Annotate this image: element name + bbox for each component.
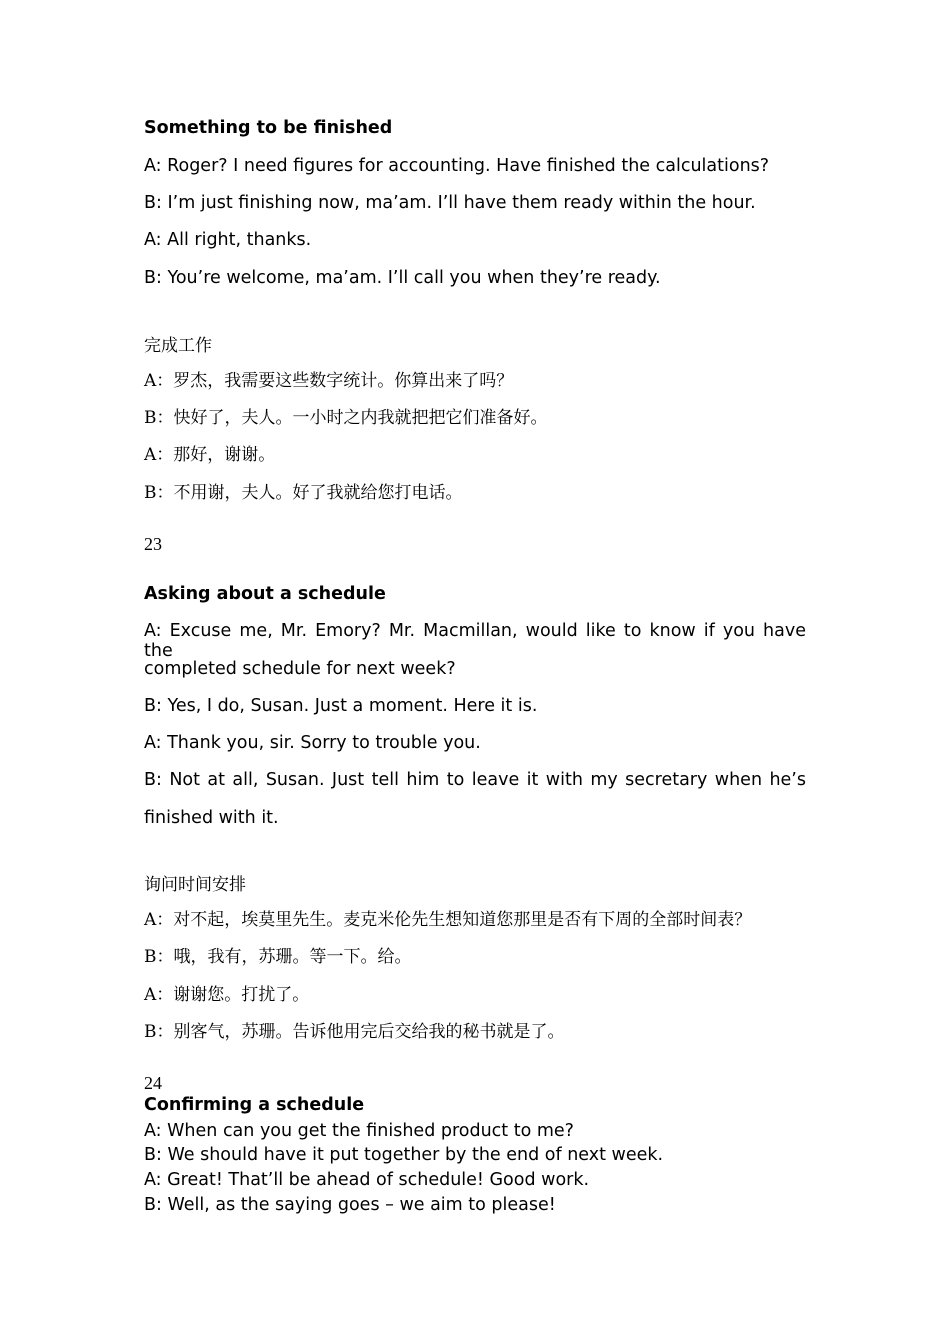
chinese-dialogue-line: B：不用谢，夫人。好了我就给您打电话。	[144, 483, 463, 503]
dialogue-line: A: Excuse me, Mr. Emory? Mr. Macmillan, would like to know if you have the	[144, 621, 806, 661]
chinese-dialogue-line: B：快好了，夫人。一小时之内我就把把它们准备好。	[144, 408, 548, 428]
chinese-dialogue-line: A：那好，谢谢。	[144, 445, 276, 465]
chinese-dialogue-line: A：罗杰，我需要这些数字统计。你算出来了吗？	[144, 371, 514, 391]
dialogue-line: B: Well, as the saying goes – we aim to please!	[144, 1195, 556, 1215]
dialogue-line: finished with it.	[144, 808, 279, 828]
dialogue-line: B: We should have it put together by the end of next week.	[144, 1145, 664, 1165]
section-number: 23	[144, 534, 162, 554]
section-title: Confirming a schedule	[144, 1095, 365, 1115]
section-number: 24	[144, 1073, 162, 1093]
dialogue-line: A: All right, thanks.	[144, 230, 312, 250]
chinese-dialogue-line: B：哦，我有，苏珊。等一下。给。	[144, 947, 412, 967]
dialogue-line: A: When can you get the finished product to me?	[144, 1121, 574, 1141]
dialogue-line: A: Thank you, sir. Sorry to trouble you.	[144, 733, 481, 753]
dialogue-line: A: Great! That’ll be ahead of schedule! Good work.	[144, 1170, 590, 1190]
dialogue-line: completed schedule for next week?	[144, 659, 456, 679]
chinese-section-title: 完成工作	[144, 336, 212, 356]
dialogue-line: B: I’m just finishing now, ma’am. I’ll have them ready within the hour.	[144, 193, 756, 213]
chinese-dialogue-line: A：对不起，埃莫里先生。麦克米伦先生想知道您那里是否有下周的全部时间表？	[144, 910, 752, 930]
chinese-dialogue-line: B：别客气，苏珊。告诉他用完后交给我的秘书就是了。	[144, 1022, 565, 1042]
dialogue-line: B: You’re welcome, ma’am. I’ll call you when they’re ready.	[144, 268, 661, 288]
dialogue-line: B: Yes, I do, Susan. Just a moment. Here it is.	[144, 696, 538, 716]
dialogue-line: A: Roger? I need figures for accounting. Have finished the calculations?	[144, 156, 770, 176]
chinese-dialogue-line: A：谢谢您。打扰了。	[144, 985, 310, 1005]
chinese-section-title: 询问时间安排	[144, 875, 246, 895]
dialogue-line: B: Not at all, Susan. Just tell him to leave it with my secretary when he’s	[144, 770, 806, 790]
section-title: Asking about a schedule	[144, 584, 386, 604]
section-title: Something to be finished	[144, 118, 393, 138]
